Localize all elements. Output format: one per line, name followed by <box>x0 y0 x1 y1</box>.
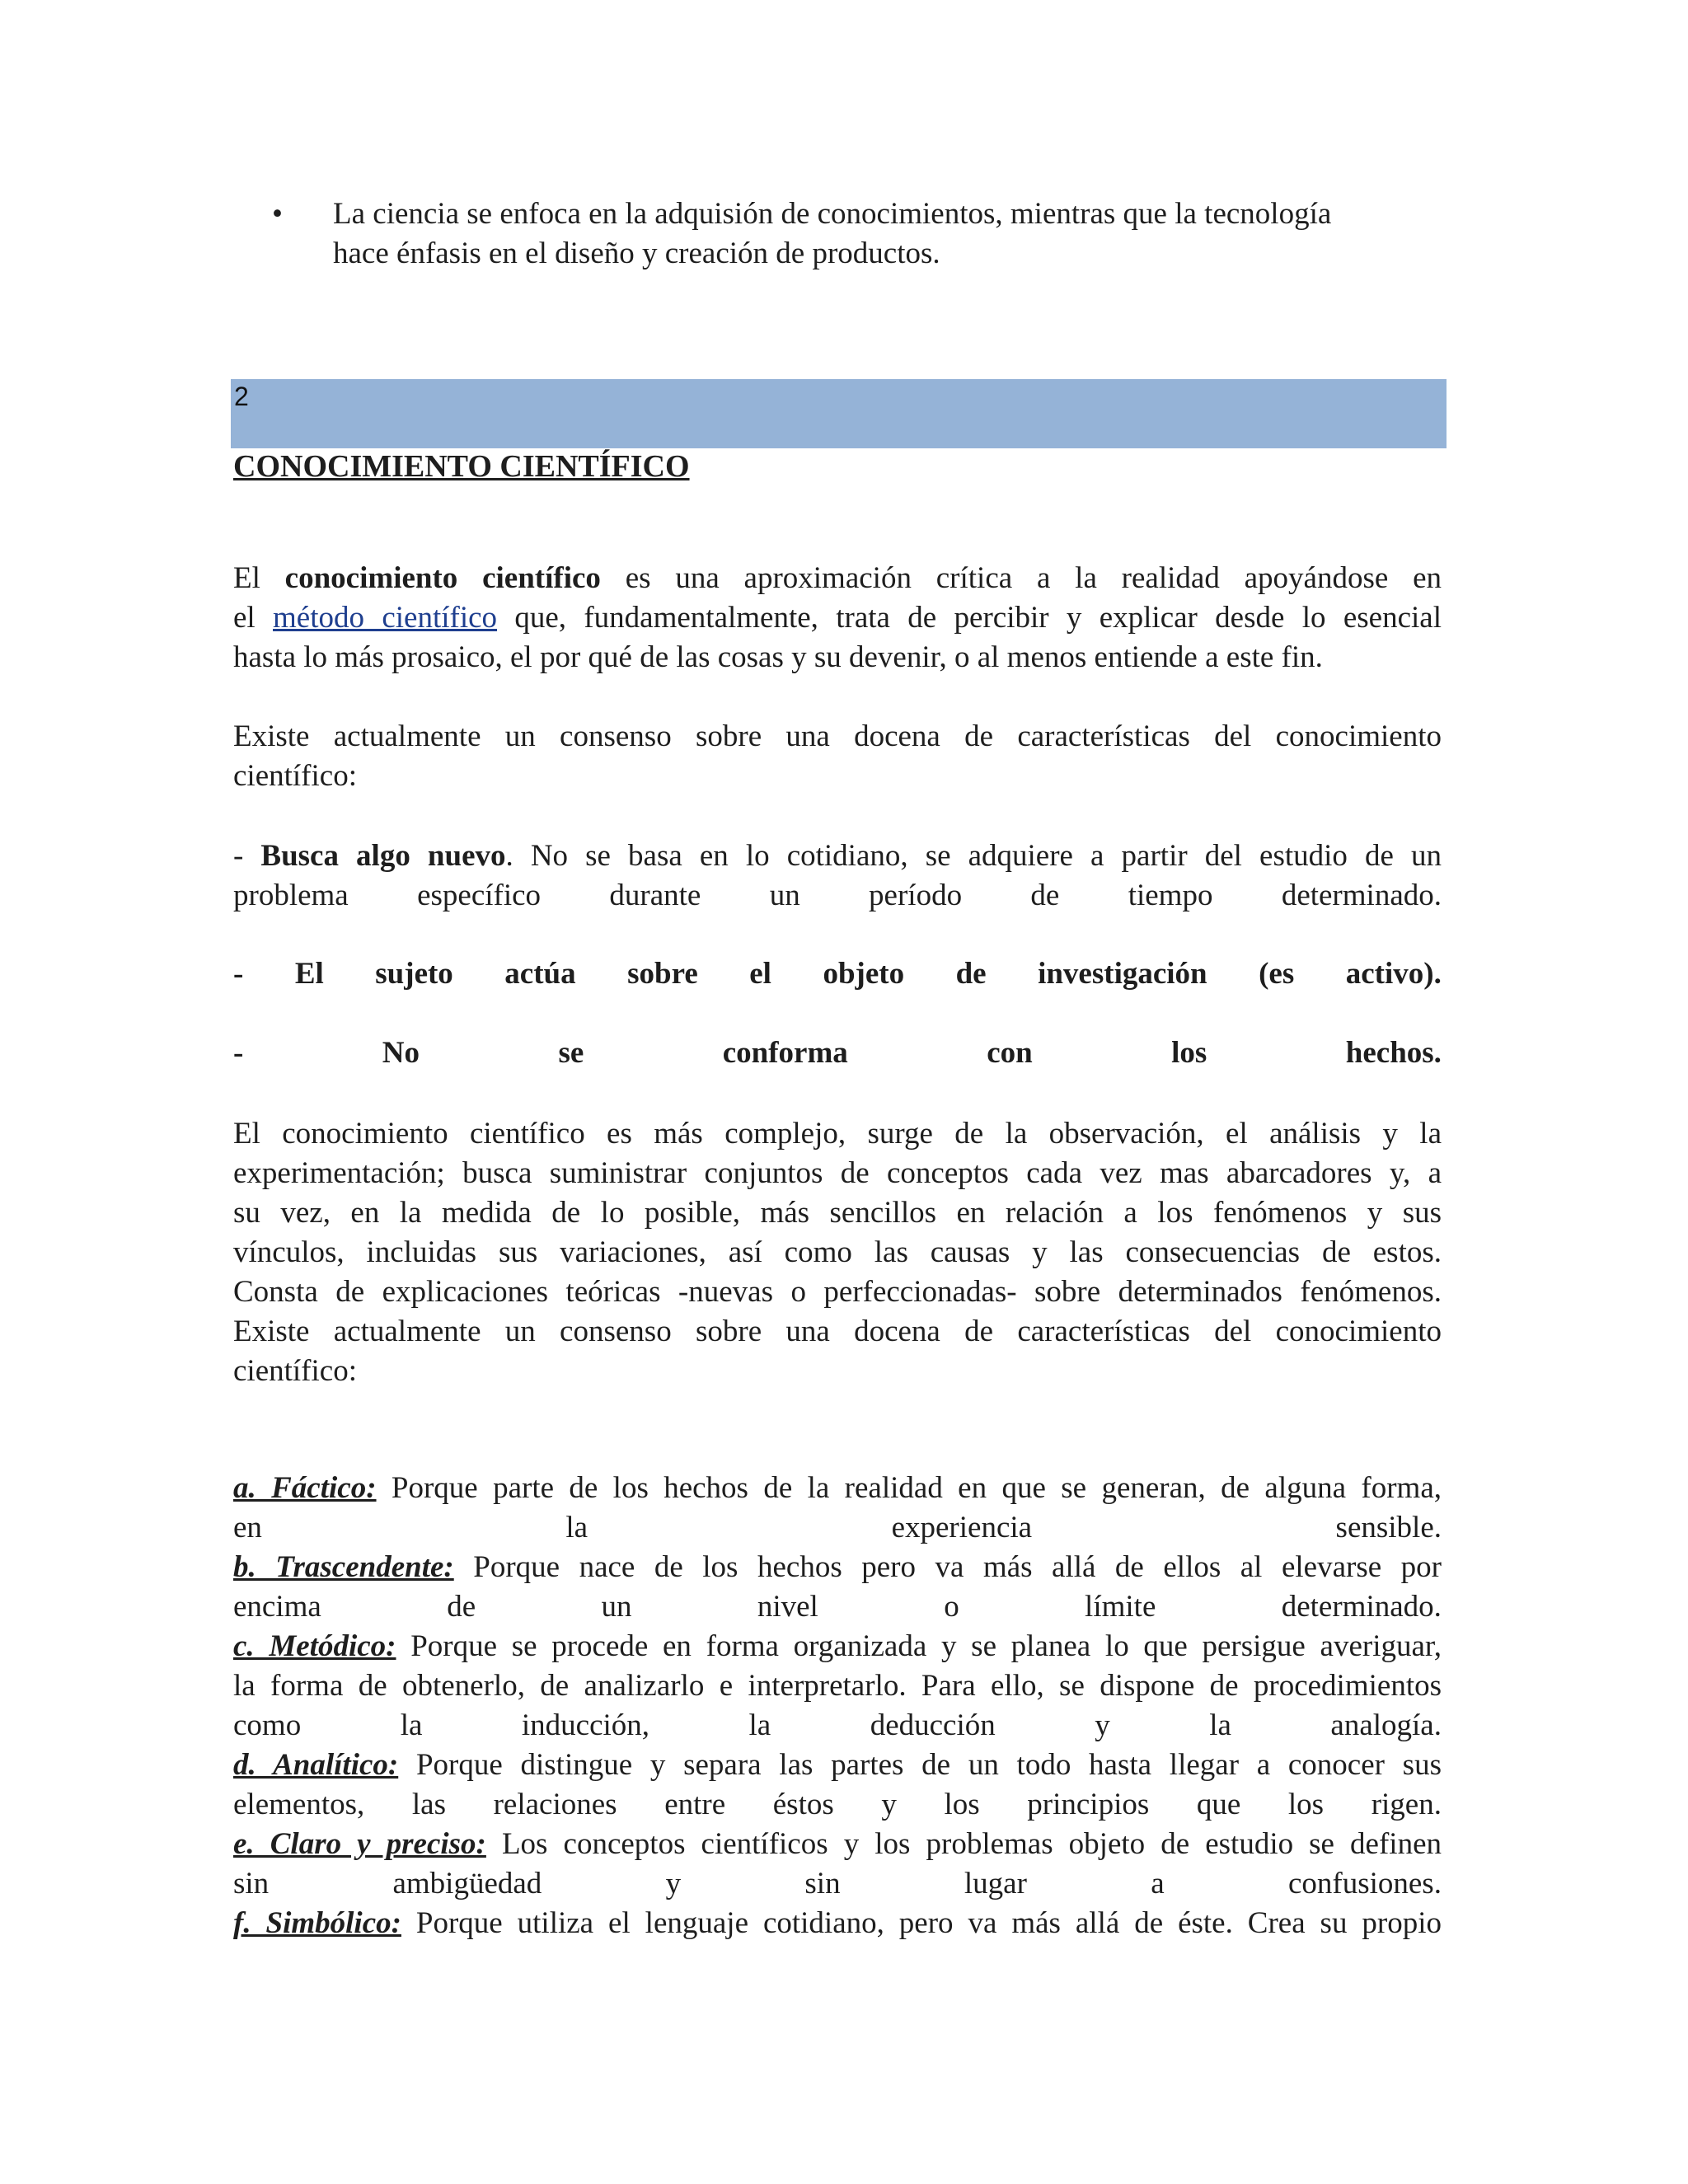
text-span: es una aproximación crítica a la realidad apoyándose en <box>600 561 1442 595</box>
bold-term: conocimiento científico <box>284 561 601 595</box>
consensus-line: Existe actualmente un consenso sobre una docena de características del conocimiento <box>233 719 1442 753</box>
text-span: Porque nace de los hechos pero va más allá de ellos al elevarse por <box>453 1550 1442 1584</box>
word: límite <box>1085 1590 1156 1624</box>
word: los <box>1171 1036 1207 1070</box>
word: nivel <box>757 1590 818 1624</box>
word: sin <box>804 1867 841 1900</box>
word: No <box>382 1036 420 1070</box>
word: los <box>944 1788 980 1821</box>
paragraph-line: su vez, en la medida de lo posible, más sencillos en relación a los fenómenos y sus <box>233 1196 1442 1230</box>
text-span: El <box>233 561 285 595</box>
text-span: Porque parte de los hechos de la realidad en que se generan, de alguna forma, <box>376 1471 1442 1505</box>
dash-item-conforma <box>233 1033 1442 1073</box>
page-number: 2 <box>234 382 249 411</box>
word: hechos. <box>1345 1036 1442 1070</box>
trait-b-line <box>233 1548 1442 1587</box>
word: en <box>233 1511 262 1544</box>
trait-a-spread <box>233 1508 1442 1548</box>
paragraph-line: vínculos, incluidas sus variaciones, así como las causas y las consecuencias de estos. <box>233 1235 1442 1269</box>
word: de <box>447 1590 476 1624</box>
trait-label: a. Fáctico: <box>233 1471 377 1505</box>
page-number-band <box>231 379 1447 448</box>
dash-line <box>233 837 1442 876</box>
text-span: Los conceptos científicos y los problemas objeto de estudio se definen <box>485 1827 1442 1861</box>
intro-line <box>233 559 1442 598</box>
word: - <box>233 1036 244 1070</box>
word: investigación <box>1038 957 1207 991</box>
word: entre <box>664 1788 726 1821</box>
trait-label: b. Trascendente: <box>233 1550 454 1584</box>
text-span: el <box>233 601 274 635</box>
word: la <box>1209 1708 1231 1742</box>
bullet-line: La ciencia se enfoca en la adquisión de conocimientos, mientras que la tecnología <box>333 197 1332 231</box>
word: activo). <box>1345 957 1442 991</box>
dash-item-busca <box>233 837 1442 916</box>
word: deducción <box>870 1708 996 1742</box>
word: de <box>1030 879 1060 912</box>
text-span: que, fundamentalmente, trata de percibir y explicar desde lo esencial <box>497 601 1442 635</box>
trait-label: e. Claro y preciso: <box>233 1827 486 1861</box>
intro-line <box>233 598 1442 638</box>
consensus-line: científico: <box>233 759 357 793</box>
word: el <box>749 957 771 991</box>
main-paragraph <box>233 1114 1442 1391</box>
word: y <box>665 1867 682 1900</box>
word: de <box>955 957 987 991</box>
trait-f-line <box>233 1904 1442 1943</box>
trait-d-spread <box>233 1785 1442 1825</box>
trait-label: f. Simbólico: <box>233 1906 401 1940</box>
trait-a-line <box>233 1469 1442 1508</box>
trait-b-spread <box>233 1587 1442 1627</box>
word: determinado. <box>1281 1590 1442 1624</box>
trait-d-line <box>233 1746 1442 1785</box>
word: específico <box>417 879 542 912</box>
dash-line-spread <box>233 876 1442 916</box>
paragraph-line: experimentación; busca suministrar conjuntos de conceptos cada vez mas abarcadores y, a <box>233 1156 1442 1190</box>
word: que <box>1196 1788 1241 1821</box>
trait-e-line <box>233 1825 1442 1864</box>
trait-e-spread <box>233 1864 1442 1904</box>
bold-term: Busca algo nuevo <box>260 839 506 873</box>
bullet-dot: • <box>272 197 283 231</box>
intro-line: hasta lo más prosaico, el por qué de las cosas y su devenir, o al menos entiende a este fin. <box>233 640 1323 674</box>
word: ambigüedad <box>392 1867 542 1900</box>
word: El <box>294 957 324 991</box>
word: sin <box>233 1867 270 1900</box>
dash-prefix: - <box>233 839 261 873</box>
word: principios <box>1027 1788 1150 1821</box>
metodo-cientifico-link[interactable]: método científico <box>273 601 498 635</box>
word: (es <box>1259 957 1295 991</box>
traits-list <box>233 1469 1442 1943</box>
word: con <box>987 1036 1033 1070</box>
trait-c-line <box>233 1627 1442 1666</box>
bullet-line: hace énfasis en el diseño y creación de productos. <box>333 237 940 270</box>
word: analogía. <box>1330 1708 1442 1742</box>
word: un <box>769 879 800 912</box>
word: relaciones <box>493 1788 617 1821</box>
word: sujeto <box>375 957 453 991</box>
dash-item-sujeto <box>233 954 1442 994</box>
bullet-text <box>333 194 1421 274</box>
word: las <box>411 1788 446 1821</box>
word: elementos, <box>233 1788 365 1821</box>
word: un <box>601 1590 632 1624</box>
word: y <box>1095 1708 1110 1742</box>
dash-line-spread <box>233 954 1442 994</box>
paragraph-line: Consta de explicaciones teóricas -nuevas o perfeccionadas- sobre determinados fenómenos. <box>233 1275 1442 1309</box>
text-span: Porque se procede en forma organizada y se planea lo que persigue averiguar, <box>396 1629 1442 1663</box>
word: rigen. <box>1371 1788 1442 1821</box>
paragraph-line: El conocimiento científico es más complejo, surge de la observación, el análisis y la <box>233 1117 1442 1151</box>
paragraph-line: científico: <box>233 1354 357 1388</box>
consensus-paragraph <box>233 717 1442 796</box>
word: período <box>869 879 963 912</box>
word: sensible. <box>1335 1511 1442 1544</box>
word: la <box>400 1708 423 1742</box>
word: determinado. <box>1281 879 1442 912</box>
word: problema <box>233 879 349 912</box>
word: éstos <box>772 1788 834 1821</box>
word: conforma <box>722 1036 848 1070</box>
word: o <box>944 1590 959 1624</box>
word: sobre <box>627 957 698 991</box>
text-span: Porque utiliza el lenguaje cotidiano, pero va más allá de éste. Crea su propio <box>401 1906 1442 1940</box>
word: se <box>558 1036 584 1070</box>
word: tiempo <box>1128 879 1213 912</box>
word: confusiones. <box>1287 1867 1442 1900</box>
word: durante <box>609 879 701 912</box>
word: y <box>881 1788 897 1821</box>
trait-c-spread <box>233 1706 1442 1746</box>
word: - <box>233 957 244 991</box>
word: como <box>233 1708 302 1742</box>
word: la <box>748 1708 771 1742</box>
trait-label: d. Analítico: <box>233 1748 399 1782</box>
word: objeto <box>823 957 905 991</box>
trait-c-line: la forma de obtenerlo, de analizarlo e interpretarlo. Para ello, se dispone de procedimientos <box>233 1669 1442 1703</box>
word: a <box>1151 1867 1165 1900</box>
word: lugar <box>964 1867 1027 1900</box>
word: la <box>565 1511 588 1544</box>
word: experiencia <box>891 1511 1033 1544</box>
text-span: . No se basa en lo cotidiano, se adquiere a partir del estudio de un <box>505 839 1442 873</box>
intro-paragraph <box>233 559 1442 677</box>
section-heading: CONOCIMIENTO CIENTÍFICO <box>233 449 690 484</box>
word: actúa <box>504 957 576 991</box>
text-span: Porque distingue y separa las partes de un todo hasta llegar a conocer sus <box>398 1748 1442 1782</box>
word: inducción, <box>521 1708 650 1742</box>
paragraph-line: Existe actualmente un consenso sobre una docena de características del conocimiento <box>233 1315 1442 1348</box>
word: los <box>1287 1788 1325 1821</box>
word: encima <box>233 1590 321 1624</box>
trait-label: c. Metódico: <box>233 1629 396 1663</box>
dash-line-spread <box>233 1033 1442 1073</box>
